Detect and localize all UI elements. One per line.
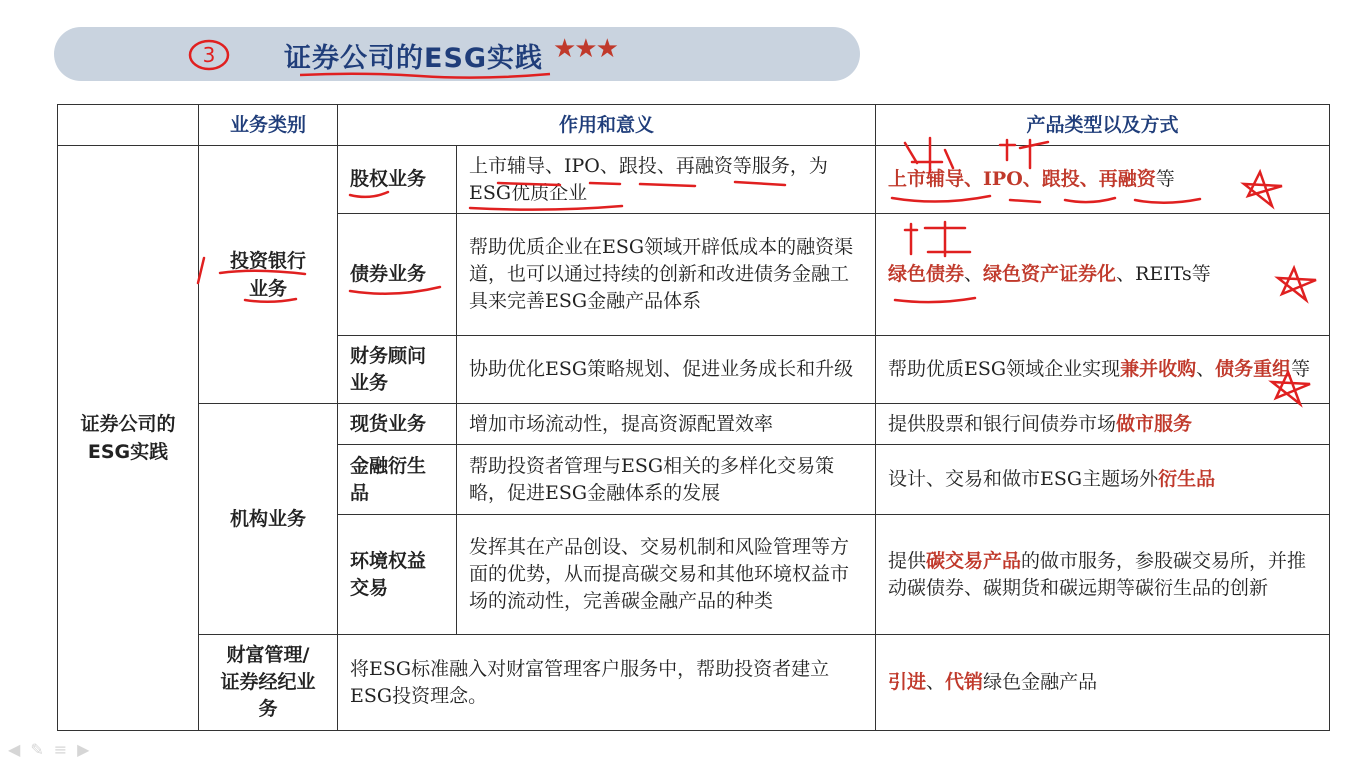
row-group-label: 证券公司的ESG实践 bbox=[58, 146, 199, 731]
sub-environmental-rights: 环境权益交易 bbox=[338, 515, 457, 635]
prev-slide-icon[interactable]: ◀ bbox=[8, 740, 21, 759]
desc-spot: 增加市场流动性，提高资源配置效率 bbox=[457, 404, 876, 445]
sub-bond: 债券业务 bbox=[338, 214, 457, 336]
presentation-controls[interactable] bbox=[8, 740, 89, 759]
category-institutional: 机构业务 bbox=[199, 404, 338, 635]
sub-derivatives: 金融衍生品 bbox=[338, 445, 457, 515]
sub-equity: 股权业务 bbox=[338, 146, 457, 214]
table-row bbox=[58, 404, 1330, 445]
category-wealth-management: 财富管理/证券经纪业务 bbox=[199, 635, 338, 731]
desc-derivatives: 帮助投资者管理与ESG相关的多样化交易策略，促进ESG金融体系的发展 bbox=[457, 445, 876, 515]
desc-bond: 帮助优质企业在ESG领域开辟低成本的融资渠道，也可以通过持续的创新和改进债务金融工具来完善ESG金融产品体系 bbox=[457, 214, 876, 336]
title-underline-annotation bbox=[300, 70, 552, 80]
prod-equity: 上市辅导、IPO、跟投、再融资等 bbox=[876, 146, 1330, 214]
desc-equity: 上市辅导、IPO、跟投、再融资等服务，为ESG优质企业 bbox=[457, 146, 876, 214]
page-title: 证券公司的ESG实践 bbox=[284, 43, 544, 74]
header-category: 业务类别 bbox=[199, 105, 338, 146]
sub-spot: 现货业务 bbox=[338, 404, 457, 445]
prod-wealth: 引进、代销绿色金融产品 bbox=[876, 635, 1330, 731]
next-slide-icon[interactable]: ▶ bbox=[77, 740, 90, 759]
prod-environmental-rights: 提供碳交易产品的做市服务，参股碳交易所，并推动碳债券、碳期货和碳远期等碳衍生品的创新 bbox=[876, 515, 1330, 635]
table-header-row bbox=[58, 105, 1330, 146]
table-row bbox=[58, 635, 1330, 731]
prod-bond: 绿色债券、绿色资产证券化、REITs等 bbox=[876, 214, 1330, 336]
desc-wealth: 将ESG标准融入对财富管理客户服务中，帮助投资者建立ESG投资理念。 bbox=[338, 635, 876, 731]
sub-advisory: 财务顾问业务 bbox=[338, 336, 457, 404]
prod-derivatives: 设计、交易和做市ESG主题场外衍生品 bbox=[876, 445, 1330, 515]
table-row bbox=[58, 146, 1330, 214]
desc-advisory: 协助优化ESG策略规划、促进业务成长和升级 bbox=[457, 336, 876, 404]
header-empty bbox=[58, 105, 199, 146]
category-investment-banking: 投资银行业务 bbox=[199, 146, 338, 404]
desc-environmental-rights: 发挥其在产品创设、交易机制和风险管理等方面的优势，从而提高碳交易和其他环境权益市场的流动性，完善碳金融产品的种类 bbox=[457, 515, 876, 635]
number-circle-icon bbox=[188, 38, 230, 72]
prod-advisory: 帮助优质ESG领域企业实现兼并收购、债务重组等 bbox=[876, 336, 1330, 404]
pen-icon[interactable]: ✎ bbox=[30, 740, 44, 759]
header-purpose: 作用和意义 bbox=[338, 105, 876, 146]
header-products: 产品类型以及方式 bbox=[876, 105, 1330, 146]
title-stars: ★★★ bbox=[553, 34, 617, 64]
title-number: 3 bbox=[202, 43, 216, 67]
esg-table bbox=[57, 104, 1330, 731]
menu-icon[interactable]: ≡ bbox=[53, 740, 68, 759]
prod-spot: 提供股票和银行间债券市场做市服务 bbox=[876, 404, 1330, 445]
